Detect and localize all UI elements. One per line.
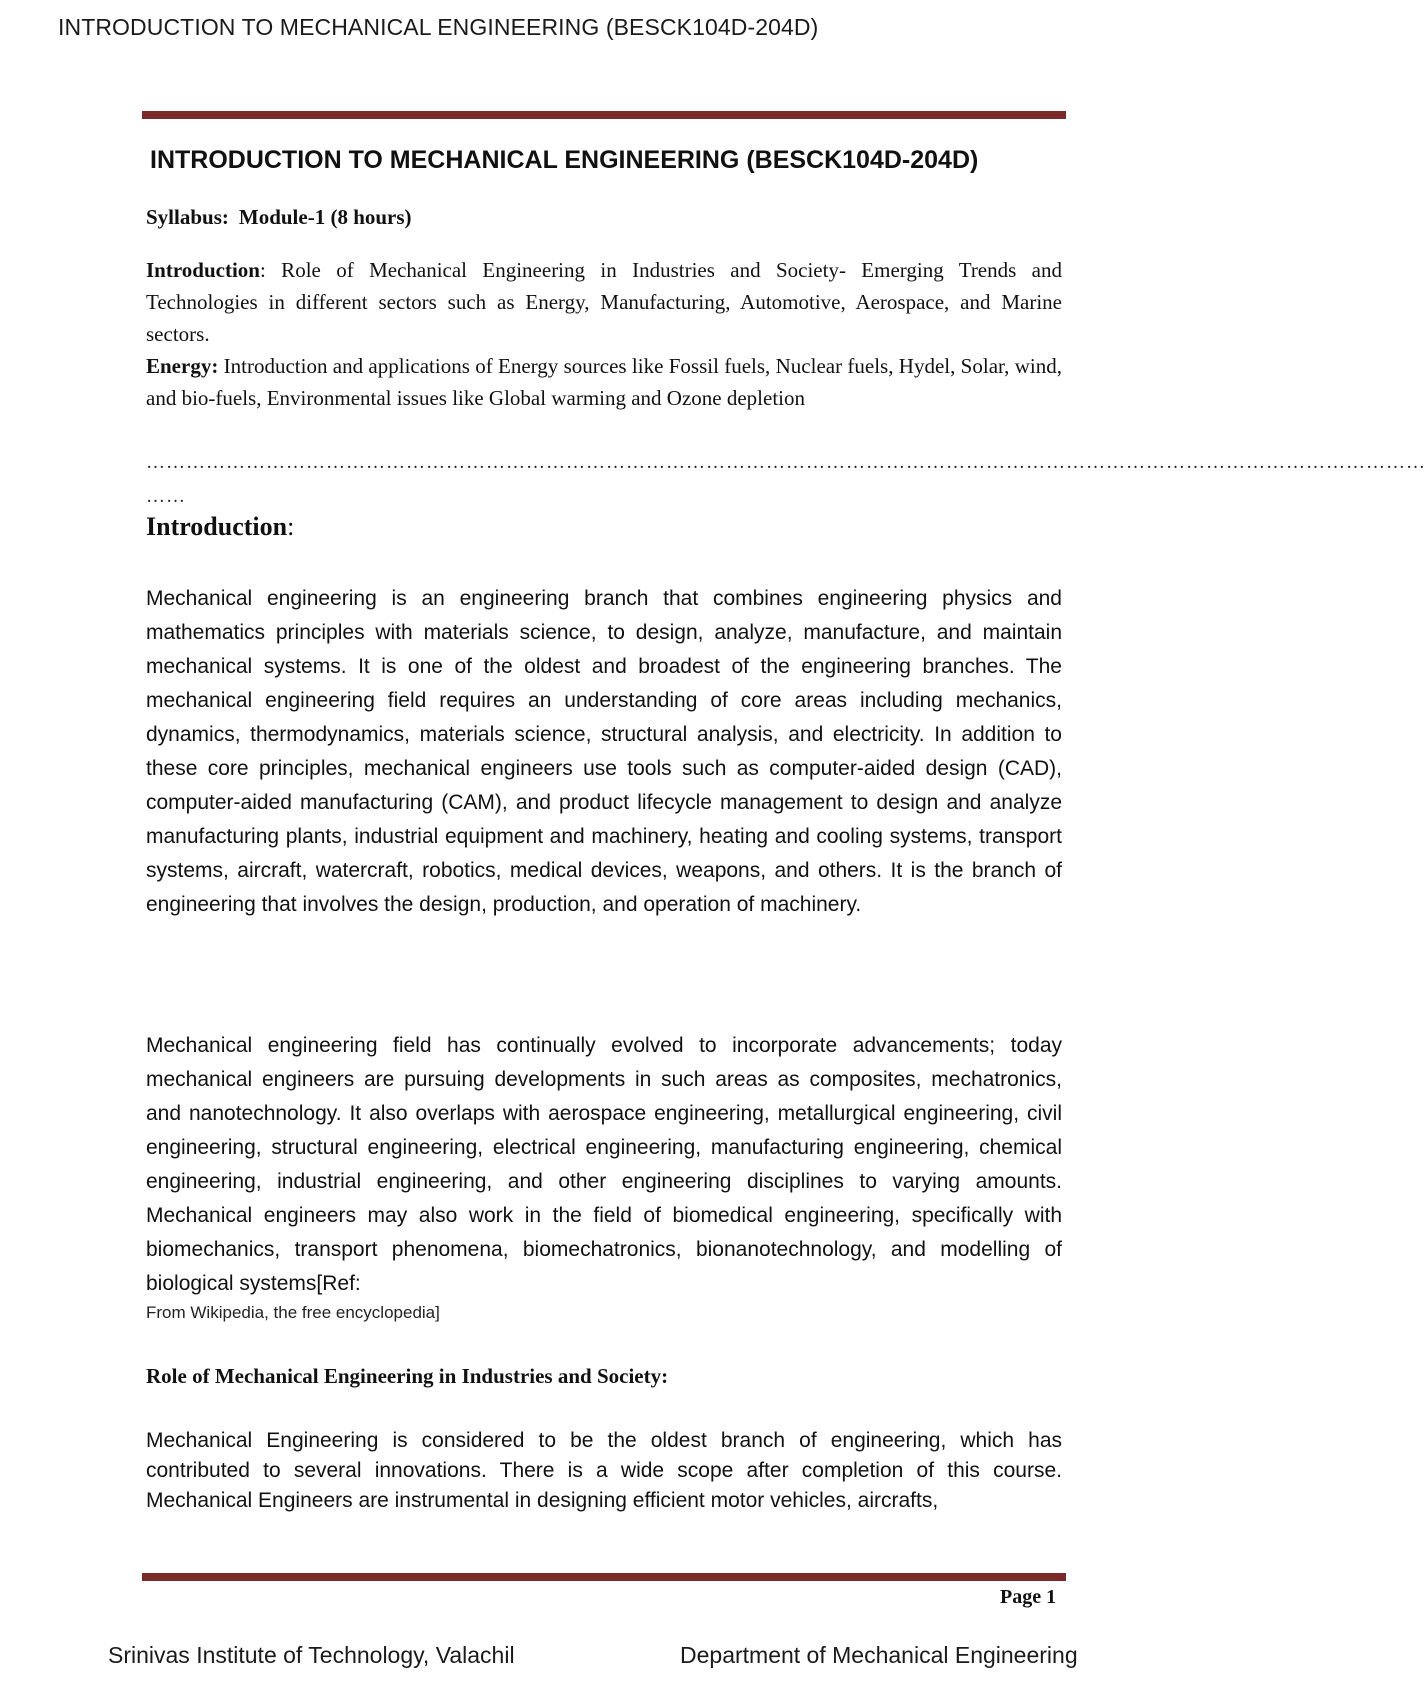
syllabus-energy-label: Energy: [146,354,219,378]
introduction-heading [146,512,294,542]
page-title: INTRODUCTION TO MECHANICAL ENGINEERING (BESCK104D-204D) [150,146,979,174]
top-divider [142,111,1066,119]
role-heading: Role of Mechanical Engineering in Industries and Society: [146,1364,669,1388]
syllabus-introduction-label: Introduction [146,258,260,282]
syllabus-introduction [146,254,1062,350]
introduction-heading-colon: : [287,512,295,541]
syllabus-introduction-text: : Role of Mechanical Engineering in Industries and Society- Emerging Trends and Technologies in different sectors such as Energy, Manufacturing, Automotive, Aerospace, and Marine sectors. [146,258,1062,346]
dotted-separator-end: …… [146,486,186,507]
syllabus-label: Syllabus: [146,205,229,229]
introduction-paragraph-1: Mechanical engineering is an engineering branch that combines engineering physics and mathematics principles with materials science, to design, analyze, manufacture, and maintain mechanical systems. It is one of the oldest and broadest of the engineering branches. The mechanical engineering field requires an understanding of core areas including mechanics, dynamics, thermodynamics, materials science, structural analysis, and electricity. In addition to these core principles, mechanical engineers use tools such as computer-aided design (CAD), computer-aided manufacturing (CAM), and product lifecycle management to design and analyze manufacturing plants, industrial equipment and machinery, heating and cooling systems, transport systems, aircraft, watercraft, robotics, medical devices, weapons, and others. It is the branch of engineering that involves the design, production, and operation of machinery. [146,587,1062,916]
introduction-paragraph-2: Mechanical engineering field has continually evolved to incorporate advancements; today mechanical engineers are pursuing developments in such areas as composites, mechatronics, and nanotechnology. It also overlaps with aerospace engineering, metallurgical engineering, civil engineering, structural engineering, electrical engineering, manufacturing engineering, chemical engineering, industrial engineering, and other engineering disciplines to varying amounts. Mechanical engineers may also work in the field of biomedical engineering, specifically with biomechanics, transport phenomena, biomechatronics, bionanotechnology, and modelling of biological systems[Ref: [146,1034,1062,1295]
role-paragraph: Mechanical Engineering is considered to be the oldest branch of engineering, which has contributed to several innovations. There is a wide scope after completion of this course. Mechanical Engineers are instrumental in designing efficient motor vehicles, aircrafts, [146,1429,1062,1512]
syllabus-line [146,205,412,230]
bottom-divider [142,1573,1066,1581]
page-number: Page 1 [1000,1586,1057,1608]
syllabus-energy [146,350,1062,414]
dotted-separator: ………………………………………………………………………………………………………………………………………………………………………… [146,452,1426,473]
syllabus-value: Module-1 (8 hours) [238,205,412,229]
syllabus-energy-text: Introduction and applications of Energy sources like Fossil fuels, Nuclear fuels, Hydel, Solar, wind, and bio-fuels, Environmental issues like Global warming and Ozone depletion [146,354,1062,410]
running-header: INTRODUCTION TO MECHANICAL ENGINEERING (BESCK104D-204D) [58,14,819,40]
footer-institute: Srinivas Institute of Technology, Valachil [108,1642,515,1668]
footer-department: Department of Mechanical Engineering [680,1642,1078,1668]
introduction-heading-label: Introduction [146,512,288,541]
reference-note: From Wikipedia, the free encyclopedia] [146,1303,440,1322]
